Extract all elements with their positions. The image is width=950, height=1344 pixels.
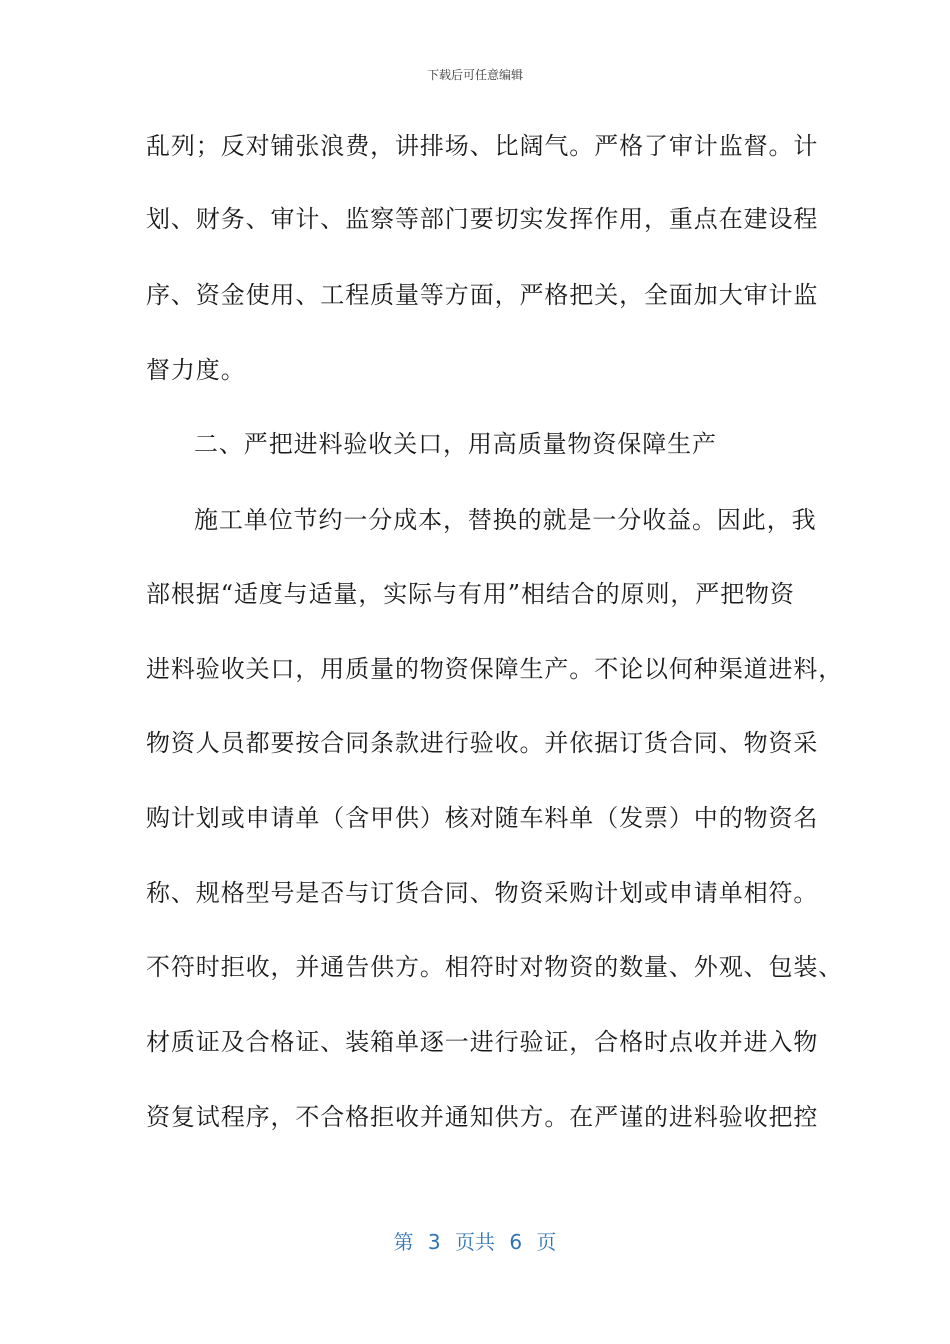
body-line: 资复试程序，不合格拒收并通知供方。在严谨的进料验收把控 — [146, 1103, 819, 1131]
page-header: 下载后可任意编辑 — [426, 68, 523, 82]
page-footer: 第 3 页共 6 页 — [393, 1230, 557, 1254]
body-line: 材质证及合格证、装箱单逐一进行验证，合格时点收并进入物 — [146, 1028, 819, 1056]
body-line: 部根据“适度与适量，实际与有用”相结合的原则，严把物资 — [146, 580, 795, 608]
body-line: 划、财务、审计、监察等部门要切实发挥作用，重点在建设程 — [146, 205, 819, 233]
body-line: 称、规格型号是否与订货合同、物资采购计划或申请单相符。 — [146, 879, 819, 907]
body-line: 施工单位节约一分成本，替换的就是一分收益。因此，我 — [194, 506, 817, 534]
section-heading: 二、严把进料验收关口，用高质量物资保障生产 — [194, 430, 717, 458]
body-line: 督力度。 — [146, 356, 246, 384]
body-line: 不符时拒收，并通告供方。相符时对物资的数量、外观、包装、 — [146, 953, 844, 981]
body-line: 乱列；反对铺张浪费，讲排场、比阔气。严格了审计监督。计 — [146, 132, 819, 160]
body-line: 购计划或申请单（含甲供）核对随车料单（发票）中的物资名 — [146, 804, 819, 832]
body-line: 序、资金使用、工程质量等方面，严格把关，全面加大审计监 — [146, 281, 819, 309]
body-line: 进料验收关口，用质量的物资保障生产。不论以何种渠道进料， — [146, 655, 844, 683]
body-line: 物资人员都要按合同条款进行验收。并依据订货合同、物资采 — [146, 729, 819, 757]
